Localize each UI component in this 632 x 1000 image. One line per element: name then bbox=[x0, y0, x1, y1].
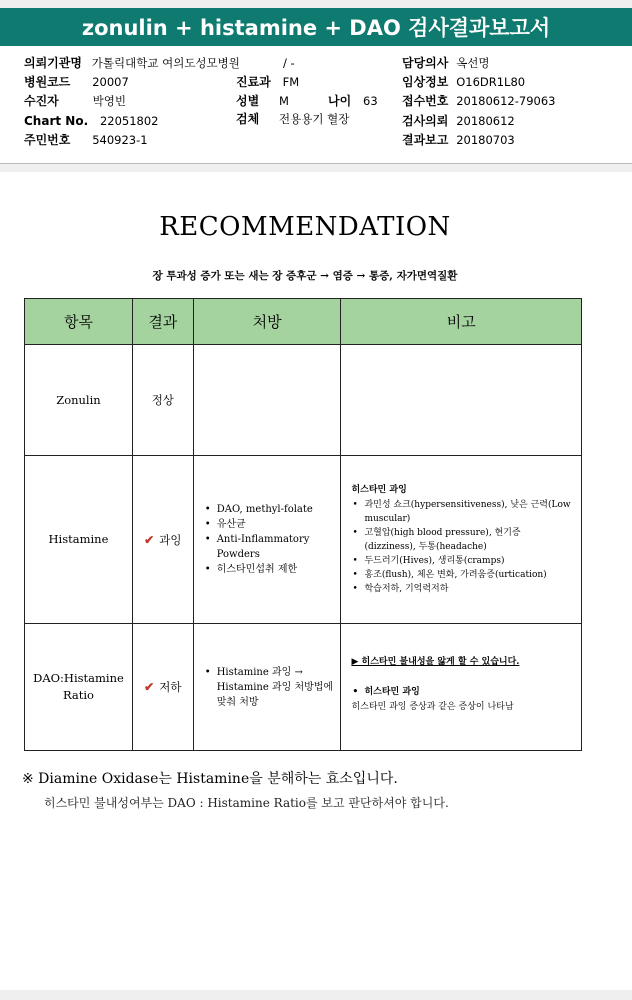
institution-label: 의뢰기관명 bbox=[24, 56, 82, 70]
recommendation-table bbox=[24, 298, 582, 751]
list-item: • DAO, methyl-folate bbox=[204, 502, 335, 517]
specimen-value: 전용용기 혈장 bbox=[279, 112, 350, 126]
column-header-prescription: 처방 bbox=[193, 299, 341, 345]
prescription-cell bbox=[193, 345, 341, 456]
prescription-cell bbox=[193, 624, 341, 751]
doctor-value: 옥선명 bbox=[456, 56, 490, 70]
header-info bbox=[0, 46, 632, 164]
table-row-dao-ratio bbox=[25, 624, 582, 751]
chart-label: Chart No. bbox=[24, 114, 89, 128]
note-cell bbox=[341, 624, 582, 751]
footnote-line-1: ※ Diamine Oxidase는 Histamine을 분해하는 효소입니다. bbox=[22, 771, 398, 787]
result-report-label: 결과보고 bbox=[402, 133, 449, 147]
list-item: • 두드러기(Hives), 생리통(cramps) bbox=[351, 554, 571, 568]
recommendation-title: RECOMMENDATION bbox=[159, 212, 451, 242]
result-cell bbox=[132, 456, 193, 624]
check-icon: ✔ bbox=[144, 532, 155, 547]
result-value: 저하 bbox=[159, 680, 182, 694]
table-header-row bbox=[25, 299, 582, 345]
item-cell: DAO:Histamine Ratio bbox=[25, 624, 133, 751]
result-cell: 정상 bbox=[132, 345, 193, 456]
dept-value: FM bbox=[282, 75, 300, 89]
sex-label: 성별 bbox=[236, 94, 260, 108]
prescription-list bbox=[204, 502, 335, 577]
list-item: • 과민성 쇼크(hypersensitiveness), 낮은 근력(Low muscular) bbox=[351, 498, 571, 526]
receipt-row bbox=[402, 92, 555, 110]
id-value: 540923-1 bbox=[92, 133, 148, 147]
specimen-row bbox=[236, 110, 349, 128]
specimen-label: 검체 bbox=[236, 112, 260, 126]
result-report-value: 20180703 bbox=[456, 133, 515, 147]
institution-row bbox=[24, 54, 240, 72]
test-request-label: 검사의뢰 bbox=[402, 114, 449, 128]
result-cell bbox=[132, 624, 193, 751]
age-label: 나이 bbox=[328, 94, 352, 108]
test-request-row bbox=[402, 112, 515, 130]
patient-row bbox=[24, 92, 126, 110]
chart-value: 22051802 bbox=[99, 114, 159, 128]
result-report-row bbox=[402, 131, 515, 149]
report-title: zonulin + histamine + DAO 검사결과보고서 bbox=[0, 8, 632, 46]
footnote-line-2: 히스타민 불내성여부는 DAO : Histamine Ratio를 보고 판단하셔야 합니다. bbox=[44, 796, 449, 810]
list-item: • Histamine 과잉 → Histamine 과잉 처방법에 맞춰 처방 bbox=[204, 665, 335, 710]
institution-value: 가톨릭대학교 여의도성모병원 bbox=[91, 56, 240, 70]
id-row bbox=[24, 131, 148, 149]
table-row-histamine bbox=[25, 456, 582, 624]
list-item: • 고혈압(high blood pressure), 현기증(dizziness), 두통(headache) bbox=[351, 526, 571, 554]
hospital-code-value: 20007 bbox=[92, 75, 129, 89]
list-item: • 홍조(flush), 체온 변화, 가려움증(urtication) bbox=[351, 568, 571, 582]
sex-value: M bbox=[279, 94, 289, 108]
doctor-label: 담당의사 bbox=[402, 56, 449, 70]
note-text: 히스타민 과잉 증상과 같은 증상이 나타남 bbox=[351, 702, 514, 712]
clinical-info-row bbox=[402, 73, 525, 91]
note-list bbox=[351, 498, 571, 596]
list-item: • 학습저하, 기억력저하 bbox=[351, 582, 571, 596]
sex-row bbox=[236, 92, 289, 110]
note-cell bbox=[341, 456, 582, 624]
receipt-label: 접수번호 bbox=[402, 94, 449, 108]
list-item: • 히스타민 과잉 bbox=[351, 685, 571, 700]
dept-label: 진료과 bbox=[236, 75, 271, 89]
age-row bbox=[328, 92, 378, 110]
column-header-note: 비고 bbox=[341, 299, 582, 345]
note-title: 히스타민 과잉 bbox=[351, 485, 407, 495]
ward-row bbox=[236, 54, 295, 72]
table-row-zonulin bbox=[25, 345, 582, 456]
result-value: 과잉 bbox=[159, 532, 182, 547]
note-cell bbox=[341, 345, 582, 456]
list-item: • Anti-Inflammatory Powders bbox=[204, 532, 335, 562]
list-item: • 유산균 bbox=[204, 517, 335, 532]
patient-label: 수진자 bbox=[24, 94, 59, 108]
recommendation-page bbox=[0, 172, 632, 990]
item-cell: Zonulin bbox=[25, 345, 133, 456]
hospital-code-label: 병원코드 bbox=[24, 75, 71, 89]
dept-row bbox=[236, 73, 299, 91]
ward-value: / - bbox=[283, 56, 295, 70]
clinical-info-value: O16DR1L80 bbox=[456, 75, 526, 89]
list-item: • 히스타민섭취 제한 bbox=[204, 562, 335, 577]
recommendation-subtitle: 장 투과성 증가 또는 새는 장 증후군 → 염증 → 통증, 자가면역질환 bbox=[152, 270, 458, 282]
footnote bbox=[22, 768, 449, 811]
prescription-cell bbox=[193, 456, 341, 624]
column-header-result: 결과 bbox=[132, 299, 193, 345]
hospital-code-row bbox=[24, 73, 129, 91]
test-request-value: 20180612 bbox=[456, 114, 515, 128]
id-label: 주민번호 bbox=[24, 133, 71, 147]
note-warning: ▶ 히스타민 불내성을 앓게 할 수 있습니다. bbox=[351, 657, 520, 667]
column-header-item: 항목 bbox=[25, 299, 133, 345]
item-cell: Histamine bbox=[25, 456, 133, 624]
doctor-row bbox=[402, 54, 490, 72]
check-icon: ✔ bbox=[144, 680, 155, 694]
patient-value: 박영빈 bbox=[92, 94, 126, 108]
age-value: 63 bbox=[363, 94, 378, 108]
prescription-list bbox=[204, 665, 335, 710]
receipt-value: 20180612-79063 bbox=[456, 94, 556, 108]
chart-row bbox=[24, 112, 159, 130]
note-list bbox=[351, 685, 571, 700]
clinical-info-label: 임상정보 bbox=[402, 75, 449, 89]
